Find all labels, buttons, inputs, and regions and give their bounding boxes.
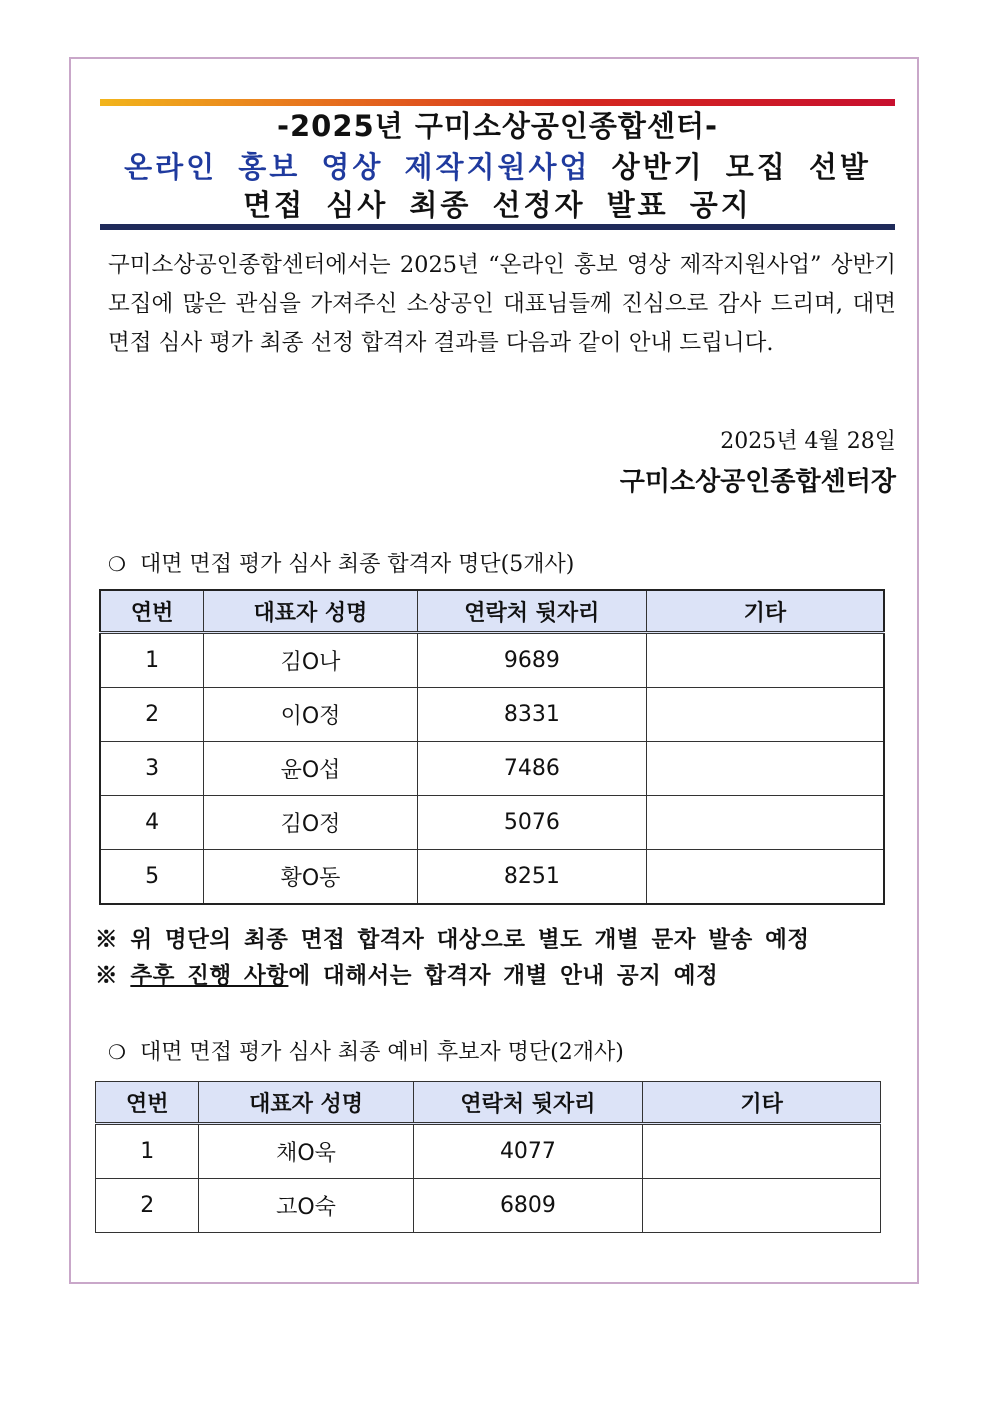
cell-no: 1	[96, 1124, 199, 1179]
cell-phone: 8251	[417, 850, 646, 905]
cell-etc	[646, 850, 884, 905]
title-line-2-rest: 상반기 모집 선발	[590, 150, 871, 184]
title-line-1: -2025년 구미소상공인종합센터-	[276, 109, 719, 143]
col-header-name: 대표자 성명	[204, 590, 418, 633]
table-header-row	[100, 590, 884, 633]
cell-name: 김O나	[204, 633, 418, 688]
signature: 구미소상공인종합센터장	[619, 467, 896, 497]
col-header-no: 연번	[100, 590, 204, 633]
cell-phone: 8331	[417, 688, 646, 742]
section-reserves-title: 대면 면접 평가 심사 최종 예비 후보자 명단(2개사)	[139, 1040, 624, 1065]
cell-name: 황O동	[204, 850, 418, 905]
cell-etc	[643, 1124, 881, 1179]
title-top-bar	[100, 99, 895, 106]
cell-etc	[646, 742, 884, 796]
announcement-date: 2025년 4월 28일	[720, 429, 896, 454]
title-line-2	[100, 148, 895, 186]
note-mark: ※	[95, 963, 131, 989]
cell-no: 3	[100, 742, 204, 796]
note-underlined-text: 추후 진행 사항	[130, 963, 289, 989]
cell-name: 윤O섭	[204, 742, 418, 796]
intro-paragraph: 구미소상공인종합센터에서는 2025년 “온라인 홍보 영상 제작지원사업” 상반기 모집에 많은 관심을 가져주신 소상공인 대표님들께 진심으로 감사 드리며, 대면 면접 심사 평가 최종 선정 합격자 결과를 다음과 같이 안내 드립니다.	[108, 252, 896, 356]
cell-no: 1	[100, 633, 204, 688]
cell-name: 채O욱	[199, 1124, 413, 1179]
cell-name: 고O숙	[199, 1179, 413, 1233]
note-sms-notice: ※ 위 명단의 최종 면접 합격자 대상으로 별도 개별 문자 발송 예정	[95, 927, 810, 953]
cell-phone: 9689	[417, 633, 646, 688]
cell-no: 2	[100, 688, 204, 742]
col-header-etc: 기타	[646, 590, 884, 633]
col-header-no: 연번	[96, 1082, 199, 1124]
circle-bullet-icon: ❍	[108, 1040, 126, 1064]
cell-name: 이O정	[204, 688, 418, 742]
table-row	[100, 796, 884, 850]
cell-etc	[646, 796, 884, 850]
col-header-etc: 기타	[643, 1082, 881, 1124]
title-bottom-bar	[100, 224, 895, 230]
table-row	[100, 742, 884, 796]
circle-bullet-icon: ❍	[108, 552, 126, 576]
cell-phone: 6809	[413, 1179, 643, 1233]
reserves-table	[95, 1081, 881, 1233]
col-header-phone: 연락처 뒷자리	[413, 1082, 643, 1124]
table-row	[96, 1179, 881, 1233]
cell-etc	[646, 688, 884, 742]
cell-no: 2	[96, 1179, 199, 1233]
table-row	[100, 688, 884, 742]
section-finalists-title: 대면 면접 평가 심사 최종 합격자 명단(5개사)	[139, 552, 575, 577]
table-row	[100, 633, 884, 688]
col-header-name: 대표자 성명	[199, 1082, 413, 1124]
cell-etc	[643, 1179, 881, 1233]
cell-etc	[646, 633, 884, 688]
note-followup-notice	[95, 958, 718, 990]
section-finalists-heading	[108, 547, 574, 578]
cell-name: 김O정	[204, 796, 418, 850]
title-line-3: 면접 심사 최종 선정자 발표 공지	[243, 188, 752, 222]
cell-no: 4	[100, 796, 204, 850]
table-header-row	[96, 1082, 881, 1124]
col-header-phone: 연락처 뒷자리	[417, 590, 646, 633]
table-row	[100, 850, 884, 905]
cell-phone: 7486	[417, 742, 646, 796]
note-rest-text: 에 대해서는 합격자 개별 안내 공지 예정	[288, 963, 719, 989]
table-row	[96, 1124, 881, 1179]
title-program-name: 온라인 홍보 영상 제작지원사업	[124, 150, 591, 184]
section-reserves-heading	[108, 1035, 624, 1066]
cell-no: 5	[100, 850, 204, 905]
finalists-table	[99, 589, 885, 905]
cell-phone: 4077	[413, 1124, 643, 1179]
cell-phone: 5076	[417, 796, 646, 850]
